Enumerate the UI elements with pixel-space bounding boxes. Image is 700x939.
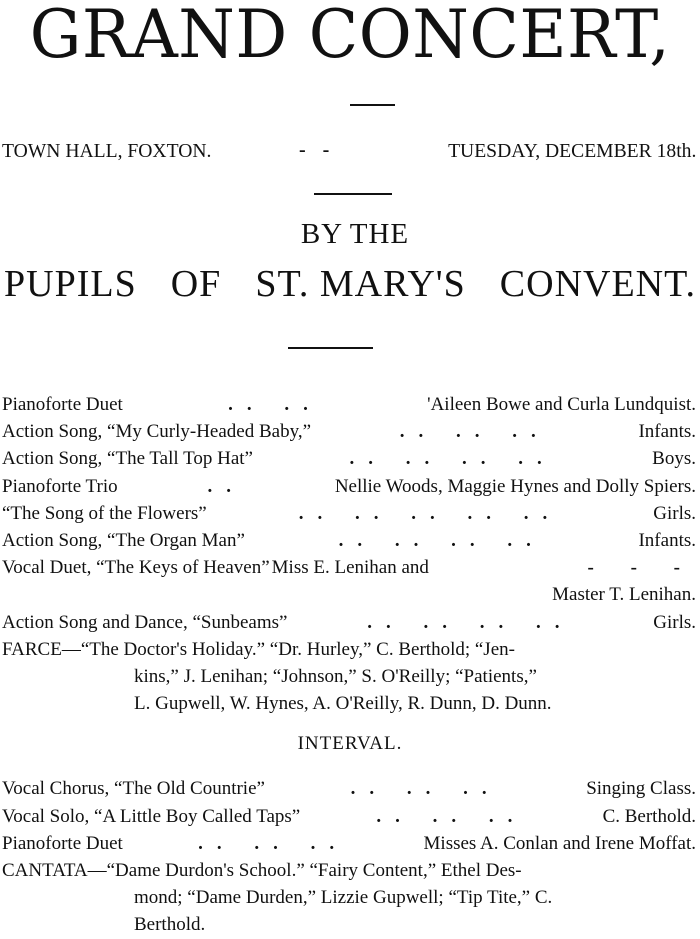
item-title: Action Song, “The Organ Man” bbox=[2, 529, 245, 551]
item-performer: Misses A. Conlan and Irene Moffat. bbox=[423, 832, 696, 854]
item-performer: Singing Class. bbox=[586, 778, 696, 800]
farce-line: kins,” J. Lenihan; “Johnson,” S. O'Reilly; “Patients,” bbox=[134, 665, 537, 687]
programme-item bbox=[0, 527, 700, 554]
venue-date-line bbox=[0, 140, 700, 166]
divider-rule bbox=[288, 347, 373, 349]
item-title: Vocal Duet, “The Keys of Heaven” bbox=[2, 557, 270, 579]
heading-word: OF bbox=[170, 263, 222, 305]
item-continuation: Master T. Lenihan. bbox=[552, 584, 696, 606]
programme-item bbox=[0, 803, 700, 830]
item-performer: 'Aileen Bowe and Curla Lundquist. bbox=[427, 394, 696, 415]
programme-item bbox=[0, 391, 700, 418]
leader-dots: .. .. .. .. bbox=[338, 529, 545, 551]
heading-word: CONVENT. bbox=[499, 263, 696, 305]
item-title: Pianoforte Duet bbox=[2, 394, 123, 415]
leader-dots: .. .. .. .. bbox=[349, 448, 556, 470]
programme-item bbox=[0, 830, 700, 857]
programme-item bbox=[0, 500, 700, 527]
venue-text: TOWN HALL, FOXTON. bbox=[2, 140, 212, 162]
item-title: Pianoforte Duet bbox=[2, 832, 123, 854]
programme-list bbox=[0, 391, 700, 939]
programme-item bbox=[0, 609, 700, 636]
leader-dots: .. .. .. bbox=[376, 805, 527, 827]
item-performer: Miss E. Lenihan and bbox=[271, 557, 429, 579]
item-title: Action Song, “My Curly-Headed Baby,” bbox=[2, 421, 312, 443]
cantata-line: Berthold. bbox=[134, 914, 206, 936]
item-performer: Infants. bbox=[638, 529, 696, 551]
programme-item bbox=[0, 445, 700, 472]
item-performer: Girls. bbox=[653, 611, 696, 633]
byline: BY THE bbox=[300, 218, 410, 250]
item-performer: Girls. bbox=[653, 502, 696, 524]
item-title: Pianoforte Trio bbox=[2, 475, 118, 497]
leader-dots: .. .. bbox=[228, 394, 322, 415]
leader-dots: .. .. .. bbox=[198, 832, 349, 854]
programme-item bbox=[0, 418, 700, 445]
page-title: GRAND CONCERT, bbox=[29, 0, 671, 73]
item-performer: Nellie Woods, Maggie Hynes and Dolly Spiers. bbox=[334, 475, 696, 497]
leader-dots: .. .. .. .. .. bbox=[298, 502, 562, 524]
item-title: Vocal Chorus, “The Old Countrie” bbox=[2, 778, 265, 800]
leader-dashes: - - - bbox=[587, 557, 696, 579]
leader-dots: .. .. .. bbox=[350, 778, 501, 800]
cantata-line: CANTATA—“Dame Durdon's School.” “Fairy Content,” Ethel Des- bbox=[2, 860, 522, 881]
farce-line: FARCE—“The Doctor's Holiday.” “Dr. Hurley,” C. Berthold; “Jen- bbox=[2, 638, 515, 660]
divider-rule bbox=[314, 193, 392, 195]
item-title: “The Song of the Flowers” bbox=[2, 502, 207, 524]
item-title: Action Song, “The Tall Top Hat” bbox=[2, 448, 253, 470]
divider-rule bbox=[350, 104, 395, 106]
item-title: Action Song and Dance, “Sunbeams” bbox=[2, 611, 288, 633]
interval-heading: INTERVAL. bbox=[297, 733, 403, 755]
cantata-line: mond; “Dame Durden,” Lizzie Gupwell; “Tip Tite,” C. bbox=[134, 887, 553, 909]
heading-word: PUPILS bbox=[4, 263, 137, 305]
item-performer: C. Berthold. bbox=[602, 805, 696, 827]
leader-dots: .. bbox=[207, 475, 245, 497]
venue-separator: - - bbox=[299, 139, 336, 161]
farce-line: L. Gupwell, W. Hynes, A. O'Reilly, R. Dunn, D. Dunn. bbox=[134, 693, 552, 715]
leader-dots: .. .. .. .. bbox=[367, 611, 574, 633]
item-title: Vocal Solo, “A Little Boy Called Taps” bbox=[2, 805, 301, 827]
programme-item bbox=[0, 775, 700, 802]
leader-dots: .. .. .. bbox=[399, 421, 550, 443]
programme-item bbox=[0, 554, 700, 581]
programme-item bbox=[0, 473, 700, 500]
performers-heading bbox=[4, 262, 696, 306]
date-text: TUESDAY, DECEMBER 18th. bbox=[447, 140, 696, 162]
item-performer: Infants. bbox=[638, 421, 696, 443]
item-performer: Boys. bbox=[652, 448, 696, 470]
heading-word: ST. MARY'S bbox=[255, 263, 466, 305]
